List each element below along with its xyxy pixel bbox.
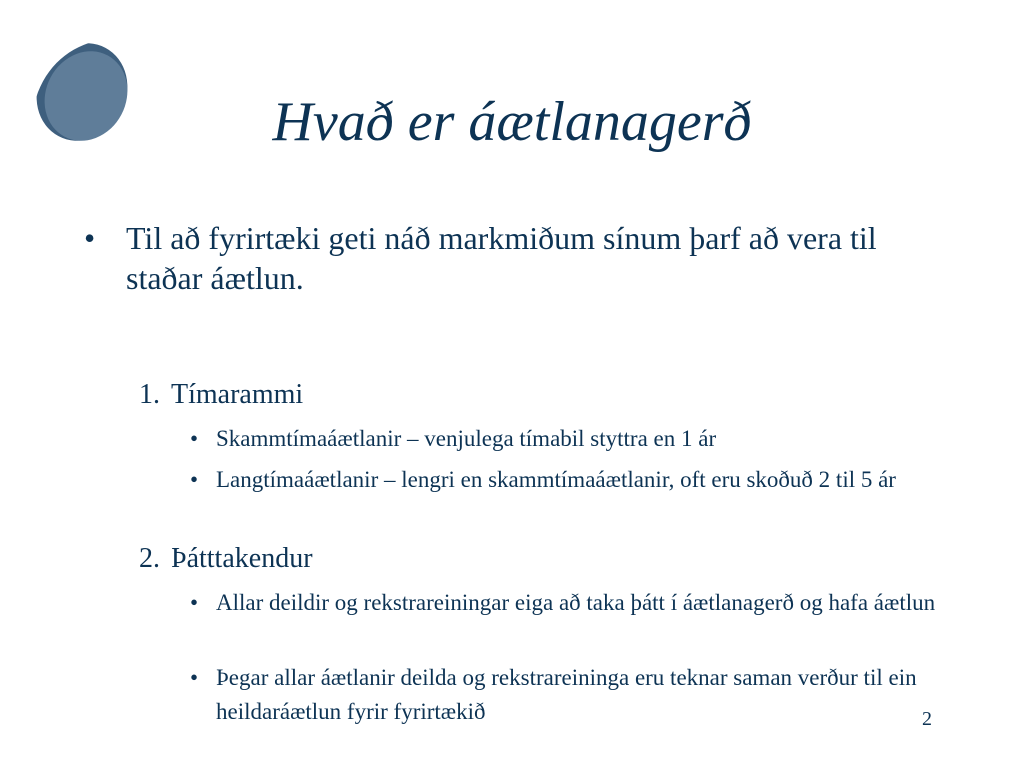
slide-title: Hvað er áætlanagerð (272, 91, 752, 153)
sub-bullet (190, 586, 950, 620)
bullet-dot: • (190, 426, 199, 451)
section-label: Tímarammi (171, 379, 304, 410)
bullet-dot: • (190, 665, 199, 690)
bullet-dot: • (190, 590, 199, 615)
sub-bullet-text: Skammtímaáætlanir – venjulega tímabil styttra en 1 ár (216, 426, 717, 451)
bullet-dot: • (190, 467, 199, 492)
main-bullet-text: Til að fyrirtæki geti náð markmiðum sínum þarf að vera til staðar áætlun. (126, 220, 877, 296)
section-2-heading (139, 542, 313, 576)
sub-bullet-text: Langtímaáætlanir – lengri en skammtímaáætlanir, oft eru skoðuð 2 til 5 ár (216, 467, 896, 492)
bullet-dot: • (84, 220, 96, 256)
main-bullet (84, 218, 914, 298)
sub-bullet (190, 463, 950, 497)
section-number: 2. (139, 543, 160, 574)
sub-bullet-text: Þegar allar áætlanir deilda og rekstrareininga eru teknar saman verður til ein heildaráætlun fyrir fyrirtækið (216, 665, 917, 724)
sub-bullet (190, 661, 950, 729)
sub-bullet-text: Allar deildir og rekstrareiningar eiga að taka þátt í áætlanagerð og hafa áætlun (216, 590, 936, 615)
sub-bullet (190, 422, 950, 456)
section-1-heading (139, 378, 303, 412)
section-label: Þátttakendur (171, 543, 313, 574)
section-number: 1. (139, 379, 160, 410)
page-number: 2 (922, 708, 932, 730)
